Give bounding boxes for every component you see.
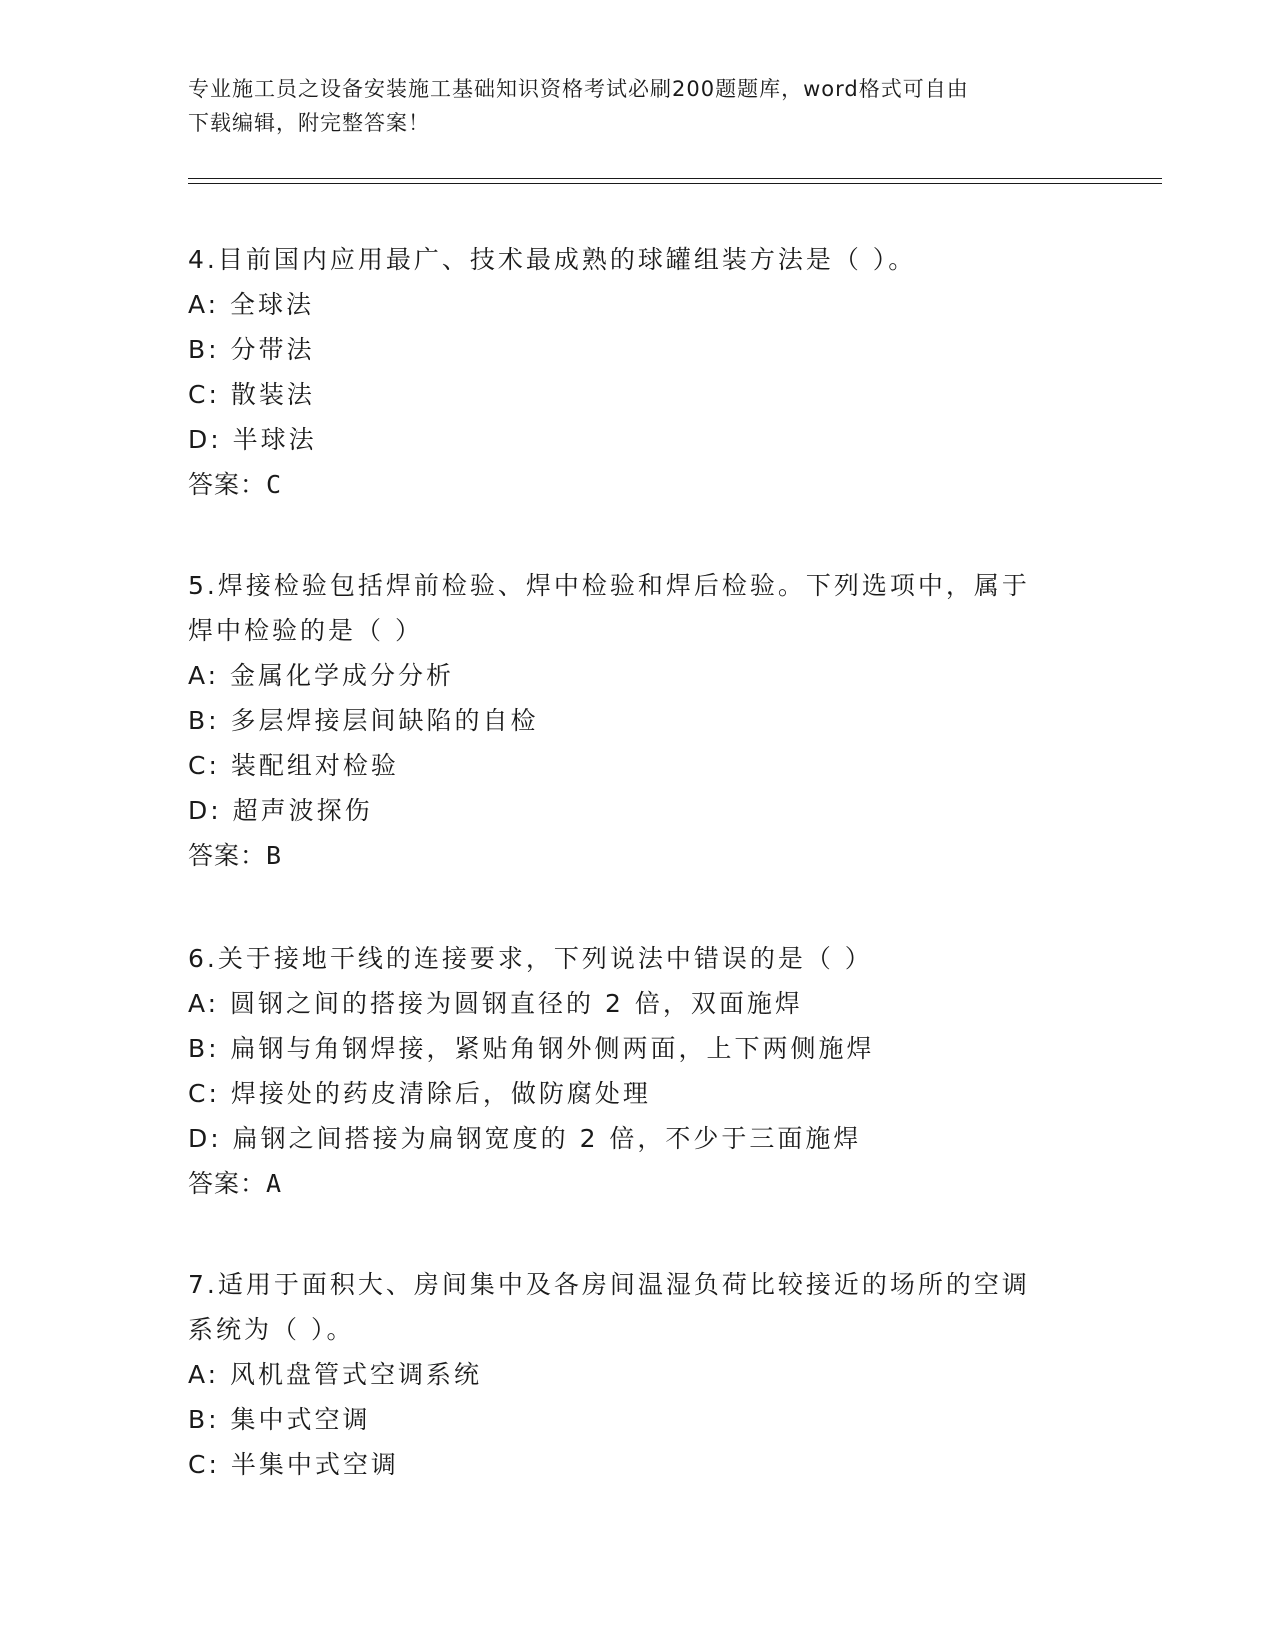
option-d: D: 半球法 bbox=[188, 425, 317, 454]
question-stem: 6.关于接地干线的连接要求，下列说法中错误的是（ ） bbox=[188, 944, 873, 973]
option-c: C: 焊接处的药皮清除后，做防腐处理 bbox=[188, 1079, 651, 1108]
option-b: B: 多层焊接层间缺陷的自检 bbox=[188, 706, 539, 735]
option-a: A: 全球法 bbox=[188, 290, 315, 319]
answer-value: A bbox=[266, 1169, 283, 1198]
question-7 bbox=[188, 1262, 1088, 1487]
question-5 bbox=[188, 563, 1088, 878]
option-c: C: 装配组对检验 bbox=[188, 751, 399, 780]
answer-value: C bbox=[266, 470, 283, 499]
question-stem-cont: 系统为（ ）。 bbox=[188, 1315, 355, 1344]
option-a: A: 金属化学成分分析 bbox=[188, 661, 455, 690]
question-stem-cont: 焊中检验的是（ ） bbox=[188, 616, 423, 645]
answer-label: 答案： bbox=[188, 841, 267, 870]
header-line-2: 下载编辑，附完整答案！ bbox=[188, 111, 430, 135]
header-line-1: 专业施工员之设备安装施工基础知识资格考试必刷200题题库，word格式可自由 bbox=[188, 77, 969, 101]
option-a: A: 圆钢之间的搭接为圆钢直径的 2 倍，双面施焊 bbox=[188, 989, 803, 1018]
option-b: B: 集中式空调 bbox=[188, 1405, 371, 1434]
question-4 bbox=[188, 237, 1088, 507]
answer-line bbox=[188, 833, 1088, 878]
answer-label: 答案： bbox=[188, 470, 267, 499]
option-a: A: 风机盘管式空调系统 bbox=[188, 1360, 483, 1389]
option-d: D: 超声波探伤 bbox=[188, 796, 373, 825]
header-divider bbox=[188, 178, 1162, 184]
question-stem: 4.目前国内应用最广、技术最成熟的球罐组装方法是（ ）。 bbox=[188, 245, 917, 274]
option-d: D: 扁钢之间搭接为扁钢宽度的 2 倍，不少于三面施焊 bbox=[188, 1124, 862, 1153]
option-c: C: 散装法 bbox=[188, 380, 315, 409]
answer-label: 答案： bbox=[188, 1169, 267, 1198]
option-b: B: 扁钢与角钢焊接，紧贴角钢外侧两面，上下两侧施焊 bbox=[188, 1034, 875, 1063]
answer-line bbox=[188, 462, 1088, 507]
question-stem: 5.焊接检验包括焊前检验、焊中检验和焊后检验。下列选项中，属于 bbox=[188, 571, 1030, 600]
question-6 bbox=[188, 936, 1088, 1206]
option-b: B: 分带法 bbox=[188, 335, 315, 364]
option-c: C: 半集中式空调 bbox=[188, 1450, 399, 1479]
answer-line bbox=[188, 1161, 1088, 1206]
answer-value: B bbox=[266, 841, 283, 870]
document-header bbox=[188, 72, 1068, 140]
question-stem: 7.适用于面积大、房间集中及各房间温湿负荷比较接近的场所的空调 bbox=[188, 1270, 1030, 1299]
